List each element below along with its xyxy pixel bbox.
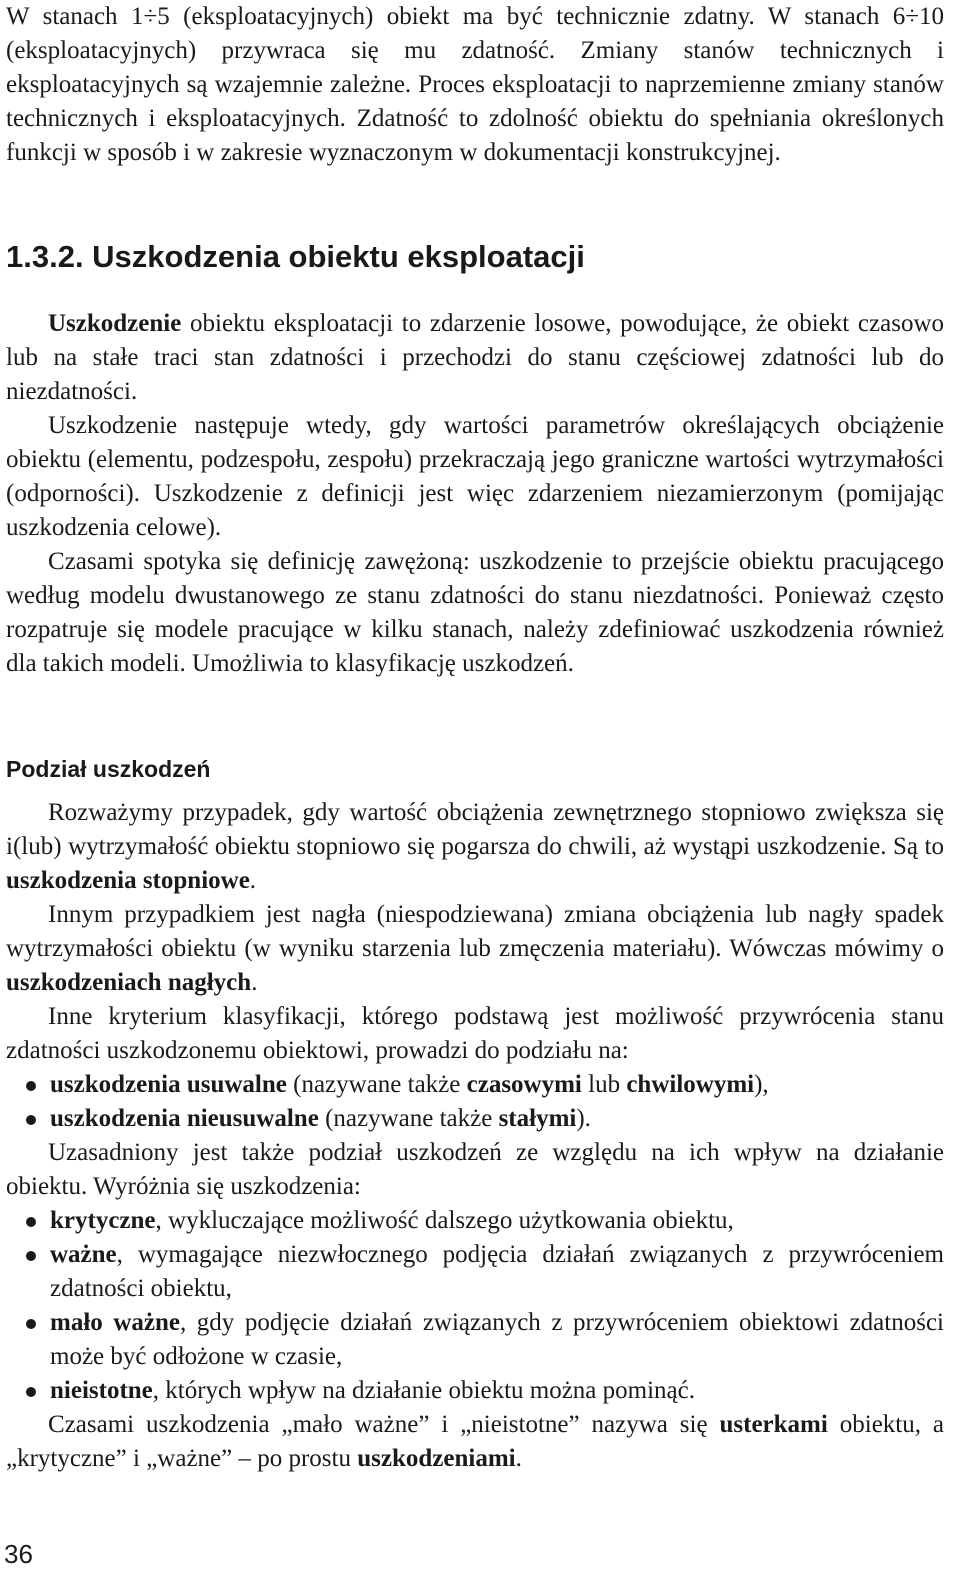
- intro-paragraph: W stanach 1÷5 (eksploatacyjnych) obiekt ma być technicznie zdatny. W stanach 6÷10 (eksploatacyjnych) przywraca się mu zdatność. Zmiany stanów technicznych i eksploatacyjnych są wzajemnie zależne. Proces eksploatacji to naprzemienne zmiany stanów technicznych i eksploatacyjnych. Zdatność to zdolność obiektu do spełniania określonych funkcji w sposób i w zakresie wyznaczonym w dokumentacji konstrukcyjnej.: [6, 3, 944, 166]
- section-body: [6, 307, 944, 681]
- term-sudden: uszkodzeniach nagłych: [6, 969, 252, 996]
- paragraph-criterion: Inne kryterium klasyfikacji, którego podstawą jest możliwość przywrócenia stanu zdatności uszkodzonemu obiektowi, prowadzi do podziału na:: [6, 1003, 944, 1064]
- paragraph-cause: Uszkodzenie następuje wtedy, gdy wartości parametrów określających obciążenie obiektu (elementu, podzespołu, zespołu) przekraczają jego graniczne wartości wytrzymałości (odporności). Uszkodzenie z definicji jest więc zdarzeniem niezamierzonym (pomijając uszkodzenia celowe).: [6, 412, 944, 541]
- paragraph-gradual: Rozważymy przypadek, gdy wartość obciążenia zewnętrznego stopniowo zwiększa się i(lub) wytrzymałość obiektu stopniowo się pogarsza do chwili, aż wystąpi uszkodzenie. Są to uszkodzenia stopniowe.: [6, 799, 944, 894]
- term-uszkodzenie: Uszkodzenie: [48, 310, 182, 337]
- paragraph-sudden: Innym przypadkiem jest nagła (niespodziewana) zmiana obciążenia lub nagły spadek wytrzymałości obiektu (w wyniku starzenia lub zmęczenia materiału). Wówczas mówimy o uszkodzeniach nagłych.: [6, 901, 944, 996]
- paragraph-definition: Uszkodzenie obiektu eksploatacji to zdarzenie losowe, powodujące, że obiekt czasowo lub na stałe traci stan zdatności i przechodzi do stanu częściowej zdatności lub do niezdatności.: [6, 310, 944, 405]
- list-item: ważne, wymagające niezwłocznego podjęcia działań związanych z przywróceniem zdatności obiektu,: [6, 1238, 944, 1306]
- bullet-icon: [26, 1081, 36, 1091]
- paragraph-narrow-definition: Czasami spotyka się definicję zawężoną: uszkodzenie to przejście obiektu pracującego według modelu dwustanowego ze stanu zdatności do stanu niezdatności. Ponieważ często rozpatruje się modele pracujące w kilku stanach, należy zdefiniować uszkodzenia również dla takich modeli. Umożliwia to klasyfikację uszkodzeń.: [6, 548, 944, 677]
- term-gradual: uszkodzenia stopniowe: [6, 867, 250, 894]
- paragraph-impact: Uzasadniony jest także podział uszkodzeń ze względu na ich wpływ na działanie obiektu. Wyróżnia się uszkodzenia:: [6, 1139, 944, 1200]
- page-number: 36: [4, 1539, 33, 1569]
- list-item: nieistotne, których wpływ na działanie obiektu można pominąć.: [6, 1374, 944, 1408]
- bullet-icon: [26, 1217, 36, 1227]
- bullet-icon: [26, 1387, 36, 1397]
- subsection-heading: Podział uszkodzeń: [6, 756, 211, 782]
- list-item: uszkodzenia usuwalne (nazywane także czasowymi lub chwilowymi),: [6, 1068, 944, 1102]
- list-item: mało ważne, gdy podjęcie działań związanych z przywróceniem obiektowi zdatności może być odłożone w czasie,: [6, 1306, 944, 1374]
- term-damages: uszkodzeniami: [357, 1445, 516, 1472]
- impact-list: [6, 1204, 944, 1408]
- list-item: krytyczne, wykluczające możliwość dalszego użytkowania obiektu,: [6, 1204, 944, 1238]
- removability-list: [6, 1068, 944, 1136]
- list-item: uszkodzenia nieusuwalne (nazywane także stałymi).: [6, 1102, 944, 1136]
- intro-block: [6, 0, 944, 170]
- paragraph-faults: Czasami uszkodzenia „mało ważne” i „nieistotne” nazywa się usterkami obiektu, a „krytyczne” i „ważne” – po prostu uszkodzeniami.: [6, 1411, 945, 1472]
- section-heading: 1.3.2. Uszkodzenia obiektu eksploatacji: [6, 239, 585, 274]
- term-faults: usterkami: [719, 1411, 828, 1438]
- bullet-icon: [26, 1251, 36, 1261]
- subsection-body: [6, 796, 944, 1476]
- bullet-icon: [26, 1319, 36, 1329]
- bullet-icon: [26, 1115, 36, 1125]
